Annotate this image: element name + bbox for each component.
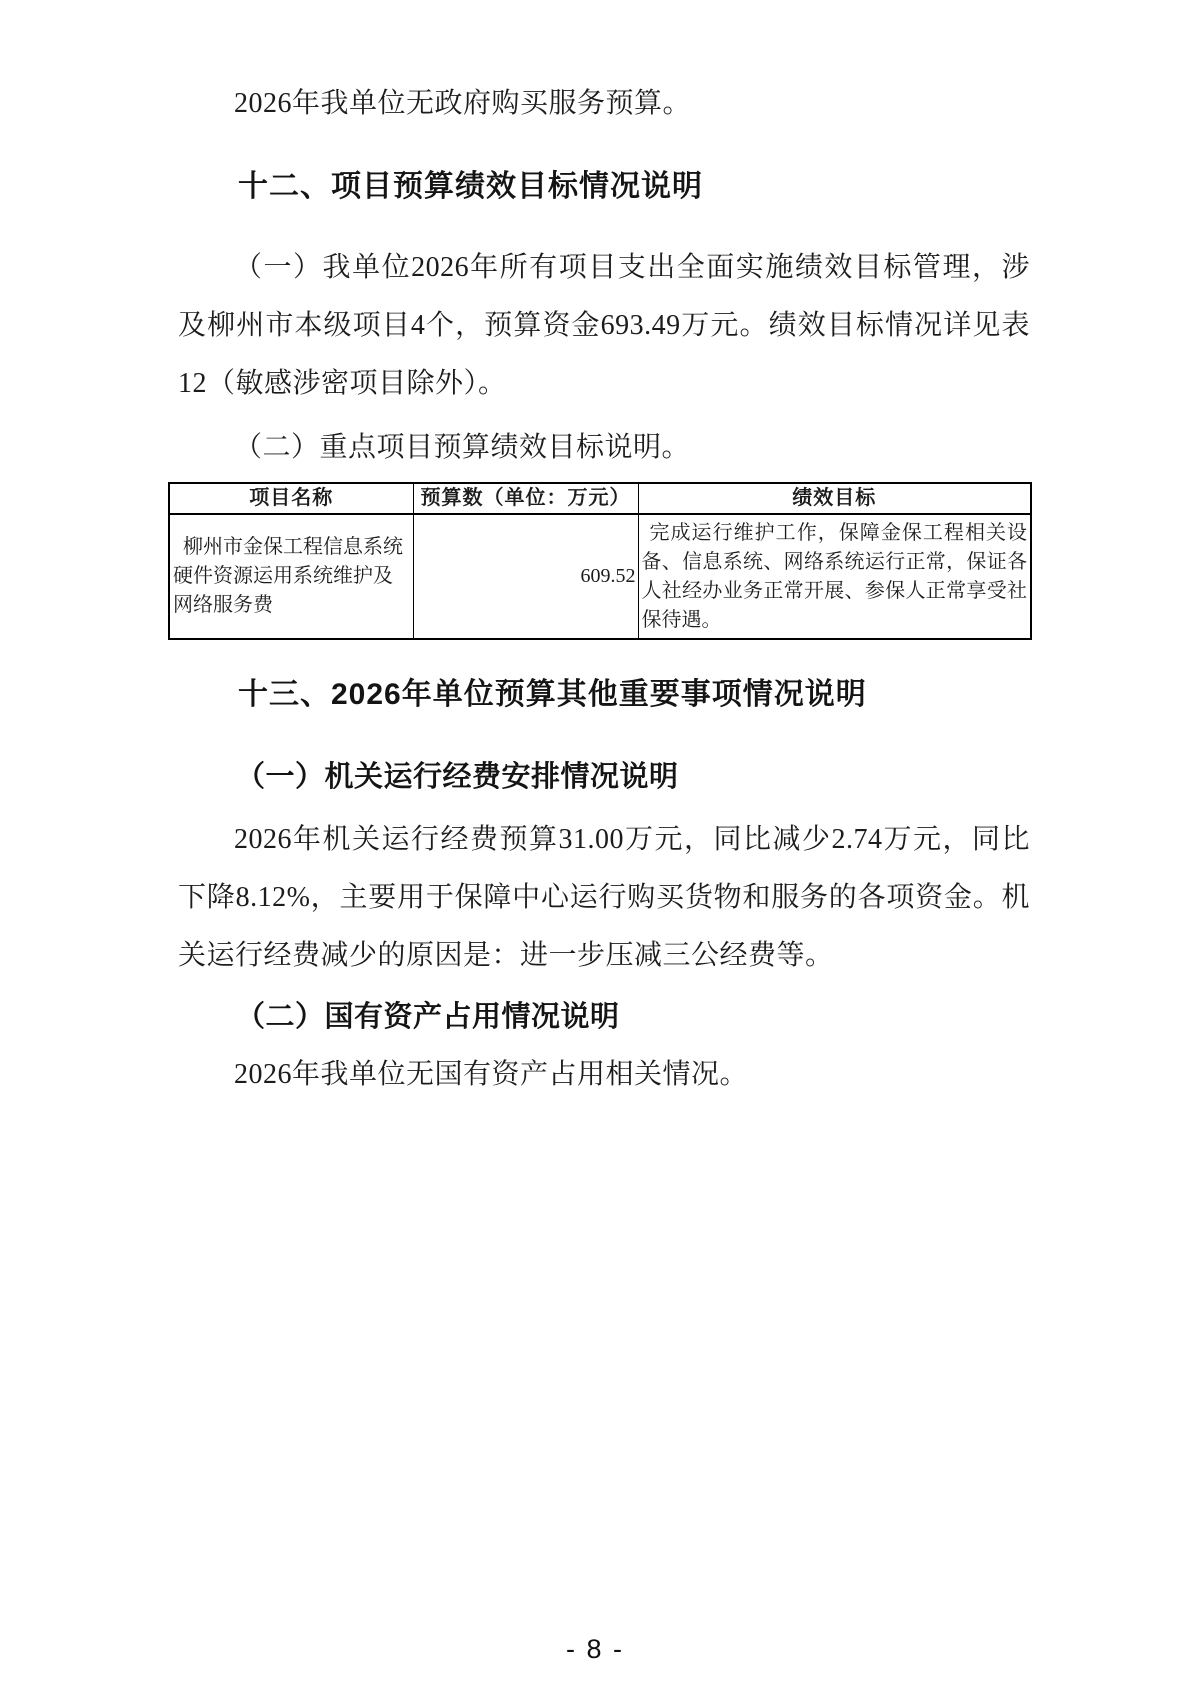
table-header-row: [169, 483, 1031, 514]
cell-budget-amount: 609.52: [413, 514, 638, 639]
page-number: - 8 -: [565, 1634, 624, 1664]
performance-target-table: [168, 482, 1032, 640]
paragraph-state-assets: 2026年我单位无国有资产占用相关情况。: [234, 1059, 749, 1090]
paragraph-section-12-overview: （一）我单位2026年所有项目支出全面实施绩效目标管理，涉及柳州市本级项目4个，预算资金693.49万元。绩效目标情况详见表12（敏感涉密项目除外）。: [178, 252, 1030, 399]
table-row: [169, 514, 1031, 639]
heading-section-13: 十三、2026年单位预算其他重要事项情况说明: [238, 678, 867, 711]
paragraph-operating-expenses: 2026年机关运行经费预算31.00万元，同比减少2.74万元，同比下降8.12%，主要用于保障中心运行购买货物和服务的各项资金。机关运行经费减少的原因是：进一步压减三公经费等。: [178, 824, 1030, 971]
paragraph-no-gov-purchase: 2026年我单位无政府购买服务预算。: [234, 88, 692, 119]
table-header-project-name: 项目名称: [169, 483, 413, 514]
paragraph-section-12-key-projects: （二）重点项目预算绩效目标说明。: [234, 432, 691, 463]
cell-performance-target: 完成运行维护工作，保障金保工程相关设备、信息系统、网络系统运行正常，保证各人社经办业务正常开展、参保人正常享受社保待遇。: [638, 514, 1031, 639]
table-header-performance-target: 绩效目标: [638, 483, 1031, 514]
heading-section-13-sub1: （一）机关运行经费安排情况说明: [236, 761, 679, 793]
cell-project-name: 柳州市金保工程信息系统硬件资源运用系统维护及网络服务费: [169, 514, 413, 639]
heading-section-12: 十二、项目预算绩效目标情况说明: [238, 170, 703, 203]
table-header-budget: 预算数（单位：万元）: [413, 483, 638, 514]
heading-section-13-sub2: （二）国有资产占用情况说明: [236, 1001, 620, 1033]
